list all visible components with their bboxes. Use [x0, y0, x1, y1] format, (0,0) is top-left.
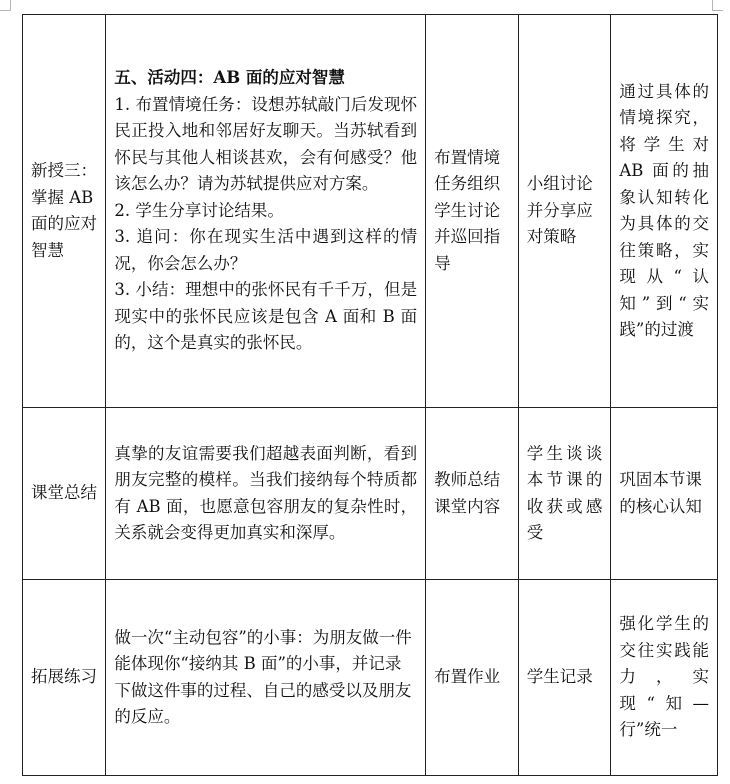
table-row [23, 580, 718, 776]
content-line: 3. 追问：你在现实生活中遇到这样的情况，你会怎么办？ [114, 227, 418, 273]
teacher-activity-cell: 教师总结课堂内容 [426, 408, 519, 580]
content-cell: 做一次“主动包容”的小事：为朋友做一件能体现你“接纳其 B 面”的小事，并记录下做这件事的过程、自己的感受以及朋友的反应。 [106, 580, 426, 776]
table-row [23, 408, 718, 580]
activity-heading: 五、活动四：AB 面的应对智慧 [114, 68, 345, 88]
stage-cell: 课堂总结 [23, 408, 106, 580]
content-line: 1. 布置情境任务：设想苏轼敲门后发现怀民正投入地和邻居好友聊天。当苏轼看到怀民与其他人相谈甚欢，会有何感受？他该怎么办？请为苏轼提供应对方案。 [114, 94, 418, 194]
student-activity-cell: 学生记录 [518, 580, 611, 776]
content-cell: 真挚的友谊需要我们超越表面判断，看到朋友完整的模样。当我们接纳每个特质都有 AB 面，也愿意包容朋友的复杂性时，关系就会变得更加真实和深厚。 [106, 408, 426, 580]
stage-cell: 拓展练习 [23, 580, 106, 776]
design-intent-cell: 强化学生的交往实践能力，实现“知—行”统一 [611, 580, 718, 776]
margin-mark-top-left [0, 0, 11, 11]
design-intent-cell: 通过具体的情境探究，将学生对 AB 面的抽象认知转化为具体的交往策略，实现从“认知”到“实践”的过渡 [611, 15, 718, 408]
content-line: 2. 学生分享讨论结果。 [114, 200, 284, 220]
content-line: 3. 小结：理想中的张怀民有千千万，但是现实中的张怀民应该是包含 A 面和 B 面的，这个是真实的张怀民。 [114, 280, 418, 353]
lesson-plan-table [22, 14, 718, 776]
student-activity-cell: 小组讨论并分享应对策略 [518, 15, 611, 408]
margin-mark-top-right [712, 0, 723, 11]
teacher-activity-cell: 布置情境任务组织学生讨论并巡回指导 [426, 15, 519, 408]
content-cell [106, 15, 426, 408]
design-intent-cell: 巩固本节课的核心认知 [611, 408, 718, 580]
stage-cell: 新授三：掌握 AB 面的应对智慧 [23, 15, 106, 408]
student-activity-cell: 学生谈谈本节课的收获或感受 [518, 408, 611, 580]
teacher-activity-cell: 布置作业 [426, 580, 519, 776]
table-row [23, 15, 718, 408]
